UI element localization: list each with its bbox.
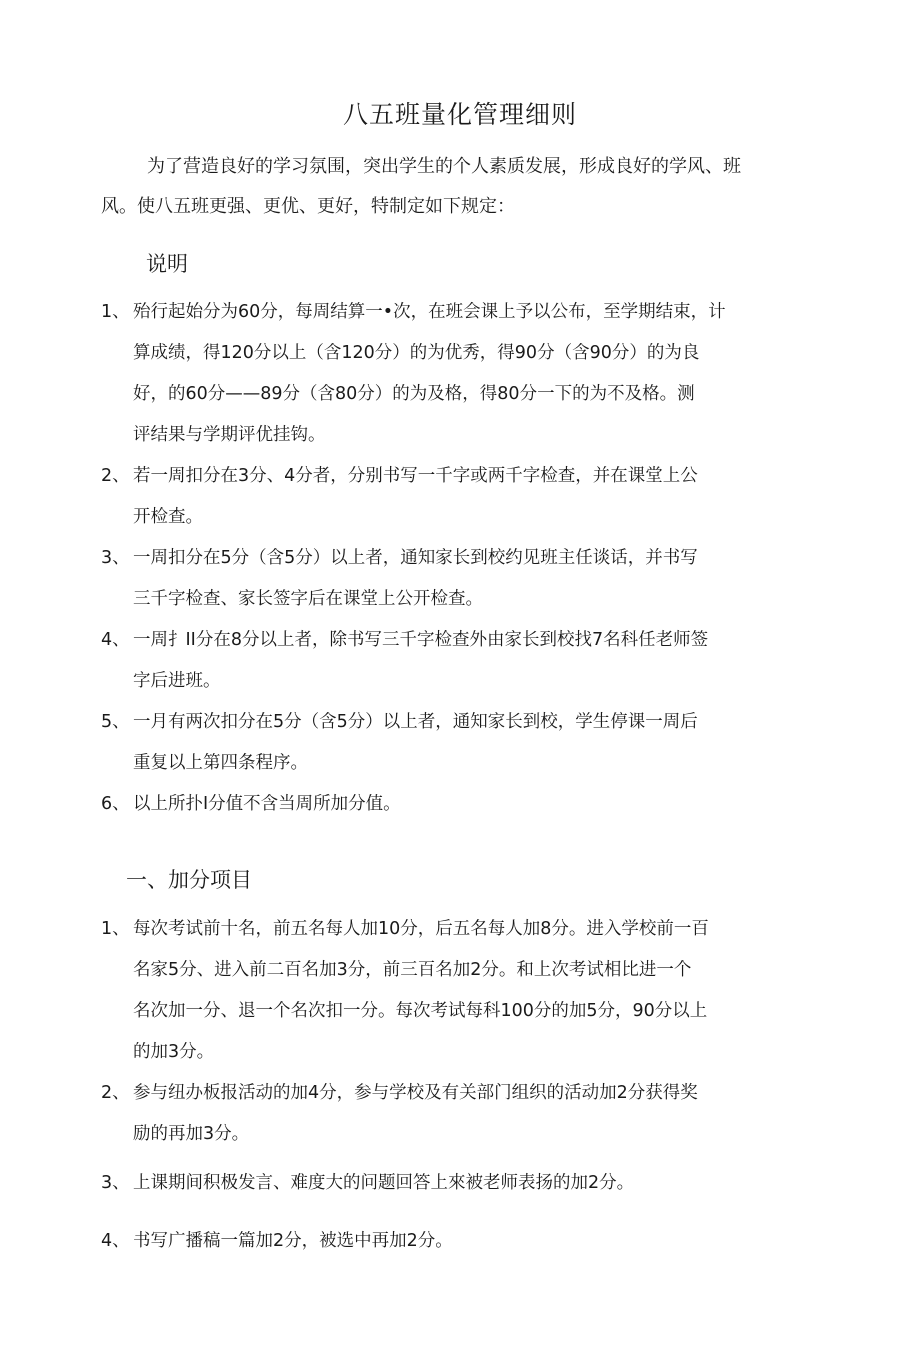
bonus-list (101, 909, 821, 1262)
intro-paragraph (101, 147, 821, 227)
list-item (101, 702, 821, 784)
document-title: 八五班量化管理细则 (342, 100, 577, 129)
item-line: 上课期间积极发言、难度大的问题回答上來被老师表扬的加2分。 (133, 1173, 635, 1193)
item-number: 4、 (101, 1231, 130, 1251)
item-line: 名家5分、进入前二百名加3分，前三百名加2分。和上次考试相比进一个 (133, 960, 692, 980)
item-line: 三千字检查、家长签字后在课堂上公开检查。 (133, 589, 483, 609)
item-line: 以上所扑I分值不含当周所加分值。 (133, 794, 401, 814)
section-heading-explain: 说明 (146, 252, 188, 276)
item-number: 1、 (101, 302, 130, 322)
list-item (101, 292, 821, 456)
item-line: 名次加一分、退一个名次扣一分。每次考试每科100分的加5分，90分以上 (133, 1001, 708, 1021)
item-number: 1、 (101, 919, 130, 939)
item-line: 书写广播稿一篇加2分，被选中再加2分。 (133, 1231, 453, 1251)
list-item (101, 620, 821, 702)
item-line: 的加3分。 (133, 1042, 215, 1062)
item-line: 一周扌II分在8分以上者，除书写三千字检查外由家长到校找7名科任老师签 (133, 630, 709, 650)
item-number: 3、 (101, 1173, 130, 1193)
list-item (101, 1221, 821, 1262)
item-line: 励的再加3分。 (133, 1124, 250, 1144)
intro-line: 为了营造良好的学习氛围，突出学生的个人素质发展，形成良好的学风、班 (147, 156, 741, 177)
item-number: 4、 (101, 630, 130, 650)
item-number: 2、 (101, 466, 130, 486)
item-line: 一周扣分在5分（含5分）以上者，通知家长到校约见班主任谈话，并书写 (133, 548, 698, 568)
item-line: 若一周扣分在3分、4分者，分别书写一千字或两千字检查，并在课堂上公 (133, 466, 698, 486)
item-line: 评结果与学期评优挂钩。 (133, 425, 326, 445)
list-item (101, 1163, 821, 1204)
item-line: 参与纽办板报活动的加4分，参与学校及有关部门组织的活动加2分获得奖 (133, 1083, 698, 1103)
item-line: 每次考试前十名，前五名每人加10分，后五名每人加8分。进入学校前一百 (133, 919, 709, 939)
section-heading-bonus: 一、加分项目 (126, 868, 252, 892)
item-line: 开检查。 (133, 507, 203, 527)
item-line: 字后进班。 (133, 671, 221, 691)
item-line: 一月有两次扣分在5分（含5分）以上者，通知家长到校，学生停课一周后 (133, 712, 698, 732)
list-item (101, 456, 821, 538)
intro-line: 风。使八五班更强、更优、更好，特制定如下规定： (101, 196, 515, 217)
item-number: 3、 (101, 548, 130, 568)
item-line: 好，的60分——89分（含80分）的为及格，得80分一下的为不及格。测 (133, 384, 695, 404)
list-item (101, 1073, 821, 1155)
item-number: 5、 (101, 712, 130, 732)
item-number: 6、 (101, 794, 130, 814)
item-line: 重复以上第四条程序。 (133, 753, 308, 773)
item-line: 算成绩，得120分以上（含120分）的为优秀，得90分（含90分）的为良 (133, 343, 700, 363)
item-number: 2、 (101, 1083, 130, 1103)
list-item (101, 538, 821, 620)
list-item (101, 784, 821, 825)
explain-list (101, 292, 821, 825)
item-line: 殆行起始分为60分，每周结算一•次，在班会课上予以公布，至学期结束，计 (133, 302, 726, 322)
list-item (101, 909, 821, 1073)
